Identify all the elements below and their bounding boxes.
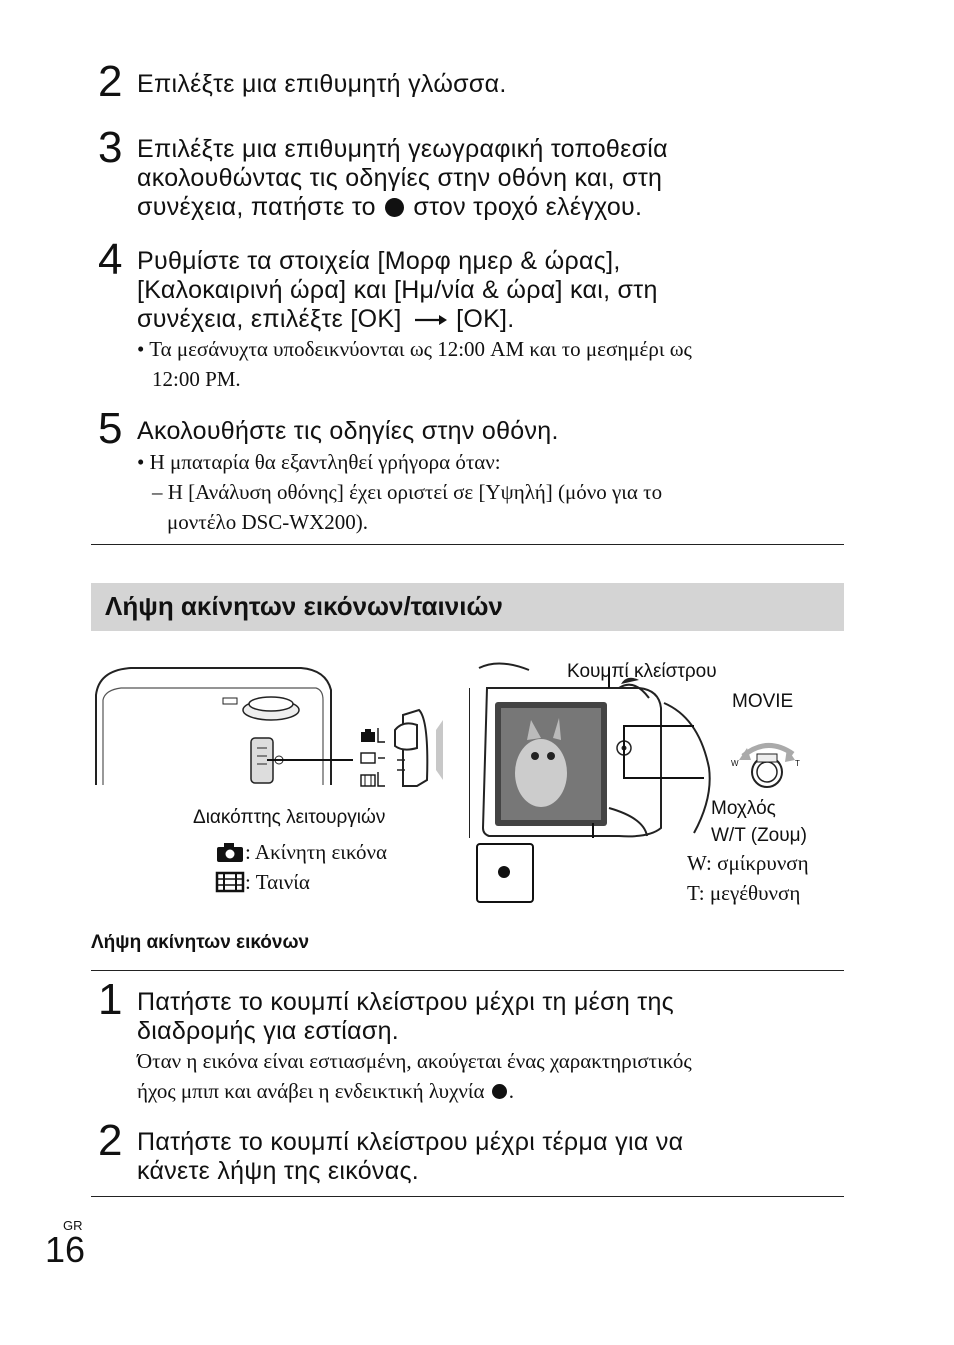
note-line3: μοντέλο DSC-WX200).	[167, 510, 369, 534]
note-line1: • Η μπαταρία θα εξαντληθεί γρήγορα όταν:	[137, 450, 501, 474]
mode-switch-label: Διακόπτης λειτουργιών	[193, 807, 386, 828]
divider	[91, 1196, 844, 1197]
camera-figure	[91, 640, 851, 930]
step-number: 2	[98, 1116, 123, 1165]
step-text: Ακολουθήστε τις οδηγίες στην οθόνη.	[137, 417, 559, 445]
shutter-button-label: Κουμπί κλείστρου	[567, 661, 717, 682]
section-banner	[91, 583, 844, 631]
step-text-line3-pre: συνέχεια, πατήστε το	[137, 193, 376, 221]
step-text-line1: Επιλέξτε μια επιθυμητή γεωγραφική τοποθεσία	[137, 135, 668, 163]
camera-icon	[215, 841, 245, 863]
step-text-line2: διαδρομής για εστίαση.	[137, 1017, 400, 1045]
movie-mode-legend	[215, 869, 310, 895]
still-mode-text: : Ακίνητη εικόνα	[245, 840, 388, 864]
note-line2: – Η [Ανάλυση οθόνης] έχει οριστεί σε [Υψηλή] (μόνο για το	[152, 480, 663, 504]
divider	[91, 544, 844, 545]
subheading: Λήψη ακίνητων εικόνων	[91, 932, 310, 953]
step-text-line1: Ρυθμίστε τα στοιχεία [Μορφ ημερ & ώρας],	[137, 247, 621, 275]
step-number: 5	[98, 404, 123, 453]
step-number: 1	[98, 975, 123, 1024]
camera-top-illustration	[91, 660, 471, 790]
step-text-line2: ακολουθώντας τις οδηγίες στην οθόνη και, στη	[137, 164, 663, 192]
step-text-line3	[137, 193, 642, 222]
page-number: 16	[45, 1229, 86, 1270]
step-text-line3-post: [OK].	[456, 305, 515, 333]
zoom-lever-label-line2: W/T (Ζουμ)	[711, 825, 807, 846]
lamp-indicator-box	[476, 843, 534, 903]
film-icon	[215, 871, 245, 893]
step-number: 4	[98, 235, 123, 284]
center-button-icon	[385, 198, 404, 217]
still-mode-legend	[215, 839, 387, 865]
movie-mode-text: : Ταινία	[245, 870, 310, 894]
zoom-t-label: T: μεγέθυνση	[687, 881, 801, 905]
note-line2-post: .	[508, 1079, 515, 1103]
divider	[91, 970, 844, 971]
arrow-right-icon	[409, 310, 449, 330]
movie-button-label: MOVIE	[732, 691, 794, 712]
step-text-line3-post: στον τροχό ελέγχου.	[413, 193, 643, 221]
step-text-line1: Πατήστε το κουμπί κλείστρου μέχρι τέρμα για να	[137, 1128, 684, 1156]
note-line2	[137, 1076, 514, 1106]
zoom-lever-label-line1: Μοχλός	[711, 798, 776, 819]
note-line2-pre: ήχος μπιπ και ανάβει η ενδεικτική λυχνία	[137, 1079, 485, 1103]
note-line2: 12:00 PM.	[152, 367, 241, 391]
step-number: 2	[98, 57, 123, 106]
section-title: Λήψη ακίνητων εικόνων/ταινιών	[105, 591, 503, 621]
zoom-lever-icon	[727, 736, 807, 806]
step-number: 3	[98, 123, 123, 172]
lever-t-text: T	[795, 759, 800, 768]
lever-w-text: W	[731, 759, 739, 768]
note-line1: Όταν η εικόνα είναι εστιασμένη, ακούγεται ένας χαρακτηριστικός	[137, 1049, 692, 1073]
step-text-line3-pre: συνέχεια, επιλέξτε [OK]	[137, 305, 402, 333]
footer-lang: GR	[63, 1218, 83, 1233]
zoom-w-label: W: σμίκρυνση	[687, 851, 809, 875]
indicator-lamp-icon	[492, 1084, 507, 1099]
step-text-line3	[137, 305, 515, 334]
step-text: Επιλέξτε μια επιθυμητή γλώσσα.	[137, 70, 507, 98]
step-text-line2: κάνετε λήψη της εικόνας.	[137, 1157, 420, 1185]
lamp-dot-icon	[498, 866, 510, 878]
step-text-line2: [Καλοκαιρινή ώρα] και [Ημ/νία & ώρα] και, στη	[137, 276, 658, 304]
step-text-line1: Πατήστε το κουμπί κλείστρου μέχρι τη μέση της	[137, 988, 674, 1016]
note-line1: • Τα μεσάνυχτα υποδεικνύονται ως 12:00 AM και το μεσημέρι ως	[137, 337, 692, 361]
